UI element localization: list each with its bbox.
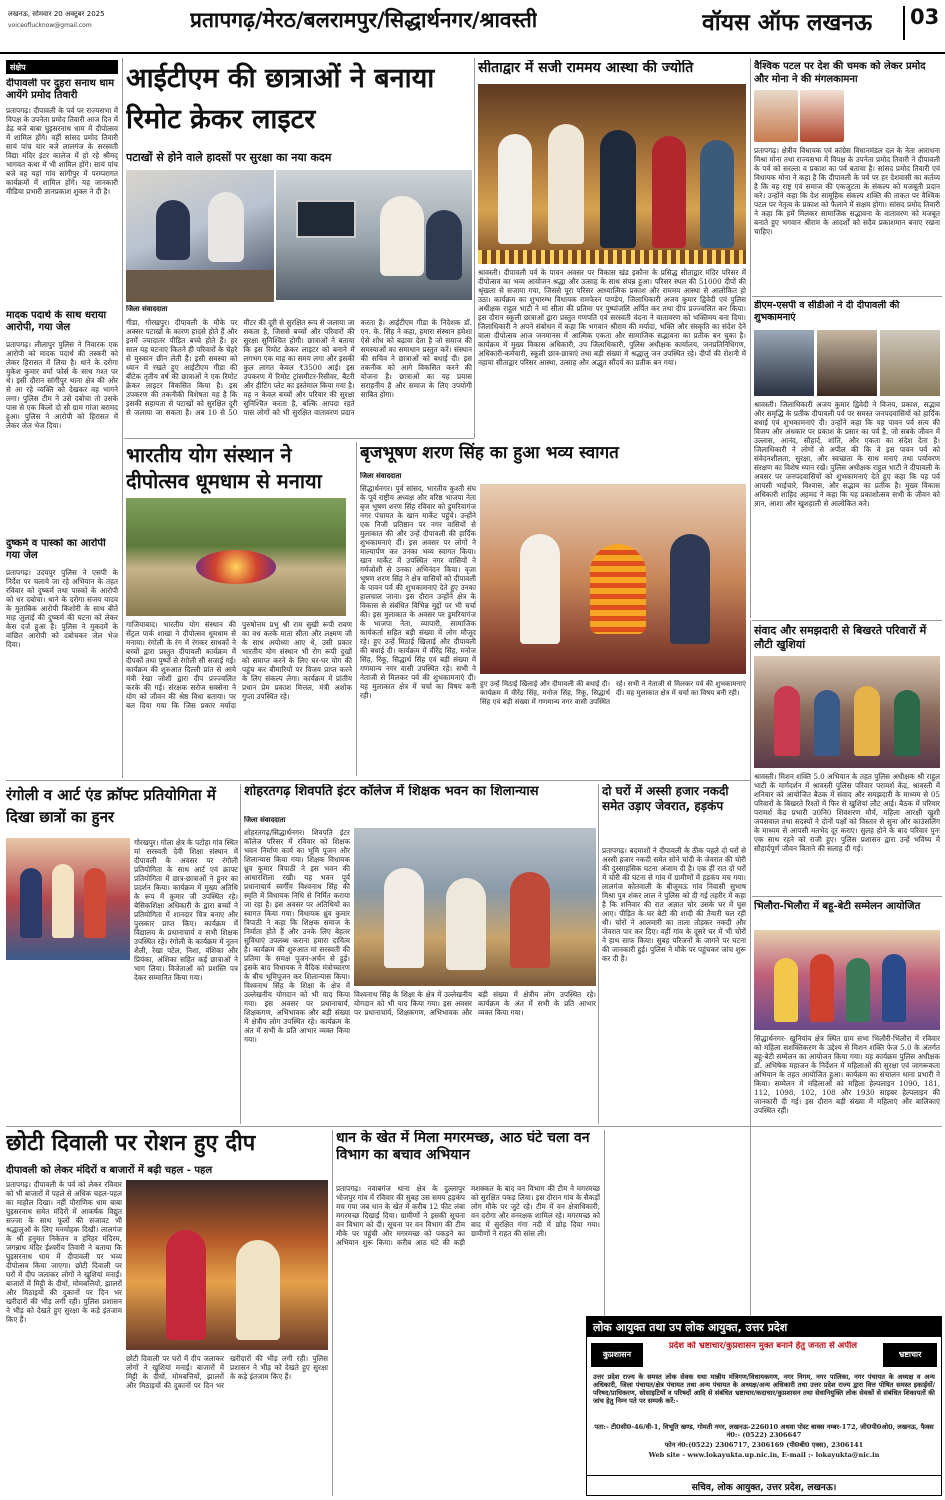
yoga-body: गाजियाबाद। भारतीय योग संस्थान की सेंट्रल पार्क शाखा ने दीपोत्सव धूमधाम से मनाया। रंगोली के रंग में रंगकर साधकों ने बच्चों द्वारा प्रस्तुत दीपावली कार्यक्रम में दीपकों तथा पुष्पों से रंगोली सी सजाई गई। कार्यक्रम की शुरुआत दिल्ली प्रांत से आये मंत्री रेखा जोशी द्वारा दीप प्रज्ज्वलित करके की गई। संरक्षक सरोज सक्सेना ने योग को जीवन की श्रेष्ठ विधा बताया। पर बल दिया गया कि जिस प्रकार मर्यादा पुरुषोत्तम प्रभु श्री राम सुखी रूपी रावण का वध करके माता सीता और लक्ष्मण जी के साथ अयोध्या आए थे, उसी प्रकार भारतीय योग संस्थान भी रोग रूपी दुखों को समाप्त करने के लिए घर-घर योग की पहुंच कर बीमारियों पर विजय प्राप्त करने के लिए संकल्प लेगा। कार्यक्रम में प्रांतीय प्रधान प्रेम प्रकाश मित्तल, मंत्री अशोक गुप्ता उपस्थित रहे।	[126, 620, 352, 710]
row-rule	[752, 620, 942, 621]
row-rule	[6, 1126, 942, 1127]
lokayukta-address: पता:- टी0सी0-46/वी-1, विभूति खण्ड, गोमती नगर, लखनऊ-226010 अथवा पोस्ट बाक्स नम्बर-172, जी0पी0ओ0, लखनऊ, फैक्स नं0:- (0522) 2306647	[594, 1423, 934, 1439]
theft-body: प्रतापगढ़। बदमाशों ने दीपावली के ठीक पहले दो घरों से अस्सी हजार नकदी समेत सोने चांदी के जेवरात की चोरी की दुस्साहसिक घटना अंजाम दी है। एक ही रात दो घरों में चोरी की घटना से गांव में ग्रामीणों में हड़कंप मच गया। लालगंज कोतवाली के बीजूमऊ गांव निवासी सुभाष मिश्रा पुत्र शंकर लाल ने पुलिस को दी गई तहरीर में कहा है कि शनिवार की रात अज्ञात चोर उसके घर में घुस आए। पीड़ित के घर बेटी की शादी की तैयारी चल रही थी। चोरों ने आलमारी का ताला तोड़कर नकदी और जेवरात पार कर दिए। वहीं गांव के दूसरे घर में भी चोरों ने हाथ साफ किया। सुबह परिजनों के जागने पर घटना की जानकारी हुई। पुलिस ने मौके पर पहुंचकर जांच शुरू कर दी है।	[602, 846, 746, 963]
croc-body: प्रतापगढ़। नवाबगंज थाना क्षेत्र के दुल्लापुर भोजपुर गांव में रविवार की सुबह उस समय हड़कंप मच गया जब धान के खेत में करीब 12 फीट लंबा मगरमच्छ दिखाई दिया। ग्रामीणों ने इसकी सूचना वन विभाग को दी। सूचना पर वन विभाग की टीम मौके पर पहुंची और मगरमच्छ को पकड़ने का अभियान शुरू किया। करीब आठ घंटे की कड़ी मशक्कत के बाद वन विभाग की टीम ने मगरमच्छ को सुरक्षित पकड़ लिया। इस दौरान गांव के सैकड़ों लोग मौके पर जुटे रहे। टीम में वन क्षेत्राधिकारी, वन दरोगा और वनरक्षक शामिल रहे। मगरमच्छ को बाद में सुरक्षित गंगा नदी में छोड़ दिया गया। ग्रामीणों ने राहत की सांस ली।	[336, 1184, 600, 1247]
rangoli-body: गोरखपुर। गोला क्षेत्र के पटोहा गांव स्थित मां सरस्वती देवी शिक्षा संस्थान में दीपावली के अवसर पर रंगोली प्रतियोगिता के साथ आर्ट एवं क्राफ्ट प्रतियोगिता में छात्र-छात्राओं ने हुनर का प्रदर्शन किया। कार्यक्रम में मुख्य अतिथि के रूप में कुमार जी उपस्थित रहे। बेसिकशिक्षा अधिकारी के द्वारा बच्चों ने प्रतियोगिता में शानदार चित्र बनाए और पुरस्कार प्राप्त किए। कार्यक्रम में विद्यालय के प्रधानाचार्य व सभी शिक्षक उपस्थित रहे। रंगोली के कार्यक्रम में नूतन शैली, रेखा पटेल, निशा, वंशिका और प्रियंका, अंशिका सहित कई छात्राओं ने भाग लिया। विजेताओं को प्रशस्ति पत्र देकर सम्मानित किया गया।	[134, 838, 238, 982]
dm-headline: डीएम-एसपी व सीडीओ ने दी दीपावली की शुभकामनाएं	[754, 300, 900, 323]
photo-figure	[700, 140, 734, 248]
photo-figure	[446, 878, 486, 970]
dm-photo-3	[880, 330, 940, 396]
photo-figure	[774, 686, 800, 756]
email: voiceoflucknow@gmail.com	[8, 22, 92, 29]
bhilora-headline: भिलौरा-भिलौरा में बहू-बेटी सम्मेलन आयोजित	[754, 901, 921, 912]
lokayukta-body: उत्तर प्रदेश राज्य के समस्त लोक सेवक यथा मान्नीय मंत्रिगण/विधायकगण, नगर निगम, नगर पालिका, नगर पंचायत के अध्यक्ष व अन्य अधिकारी, जिला पंचायत/क्षेत्र पंचायत तथा अन्य पंचायत के अध्यक्ष/अन्य अधिकारी तथा उत्तर प्रदेश राज्य द्वारा वित्त पोषित समस्त इकाईयों/परिषद/प्राधिकरण, सोसाइटियों व परिषदों आदि से संबंधित भ्रष्टाचार/कदाचार/कुप्रशासन तथा सेवानियुक्ति लोक सेवकों से संबंधित शिकायतों की जांच हेतु निम्न पते पर सम्पर्क करें:-	[593, 1373, 935, 1405]
photo-rangoli	[196, 550, 276, 584]
photo-figure	[426, 210, 462, 280]
photo-figure	[380, 196, 424, 276]
shohrat-body: शोहरतगढ़/सिद्धार्थनगर। शिवपति इंटर कॉलेज परिसर में रविवार को शिक्षक भवन निर्माण कार्य का भूमि पूजन और शिलान्यास किया गया। शिक्षक विधायक ध्रुव कुमार त्रिपाठी ने इस भवन की आधारशिला रखी। यह भवन पूर्व प्रधानाचार्य स्वर्गीय विश्वनाथ सिंह की स्मृति में विधायक निधि से निर्मित कराया जा रहा है। इस अवसर पर अतिथियों का स्वागत किया गया। विधायक ध्रुव कुमार त्रिपाठी ने कहा कि शिक्षक समाज के निर्माता होते हैं और उनके लिए बेहतर सुविधाएं उपलब्ध कराना हमारा दायित्व है। कार्यक्रम की शुरुआत मां सरस्वती की प्रतिमा के समक्ष पूजन-अर्चन से हुई। इसके बाद विधायक ने वैदिक मंत्रोच्चारण के बीच भूमिपूजन कर शिलान्यास किया। विश्वनाथ सिंह के शिक्षा के क्षेत्र में उल्लेखनीय योगदान को भी याद किया गया। इस अवसर पर प्रधानाचार्य, शिक्षकगण, अभिभावक और बड़ी संख्या में क्षेत्रीय लोग उपस्थित रहे। कार्यक्रम के अंत में सभी के प्रति आभार व्यक्त किया गया।	[244, 828, 350, 1044]
photo-figure	[600, 130, 636, 248]
col-rule	[240, 784, 241, 1124]
photo-figure	[520, 534, 560, 644]
brief-body-3: प्रतापगढ़। उदयपुर पुलिस ने एसपी के निर्देश पर चलाये जा रहे अभियान के तहत रविवार को दुष्कर्म तथा पास्को के आरोपी को धर दबोचा। थाने के दरोगा संजय यादव के मुताबिक आरोपी किशोरी के साथ बीते माह जुलाई की दुष्कर्म की घटना को लेकर केस दर्ज हुआ है। पुलिस ने मुकदमें के वांछित आरोपी को दबोचकर जेल भेज दिया।	[6, 568, 118, 649]
photo-figure	[670, 534, 710, 644]
croc-headline: धान के खेत में मिला मगरमच्छ, आठ घंटे चला वन विभाग का बचाव अभियान	[336, 1130, 590, 1163]
col-rule	[750, 58, 751, 618]
rangoli-headline: रंगोली व आर्ट एंड क्रॉफ्ट प्रतियोगिता में दिखा छात्रों का हुनर	[6, 786, 216, 826]
row-rule	[6, 780, 750, 781]
brij-headline: बृजभूषण शरण सिंह का हुआ भव्य स्वागत	[360, 443, 619, 463]
photo-figure	[652, 136, 686, 248]
brief-headline-1: दीपावली पर दुहरा सनाथ धाम आयेंगे प्रमोद तिवारी	[6, 78, 115, 101]
lead-subhead: पटाखों से होने वाले हादसों पर सुरक्षा का नया कदम	[126, 151, 332, 164]
lead-photo-2	[276, 170, 472, 300]
photo-figure	[548, 124, 584, 244]
diwali-body: प्रतापगढ़। दीपावली के पर्व को लेकर रविवार को भी बाजारों में पहले से अधिक चहल-पहल का माहौल दिखा। नहीं पौराणिक धाम बाबा घुइसरनाथ समेत मंदिरों में आकर्षक विद्युत सज्जा के साथ फूलों की सजावट भी श्रद्धालुओं के लिए मनमोहक दिखी। लालगंज के श्री हनुमत निकेतन व हरिहर मंदिरम, जगन्नाथ मंदिर ईश्वरीय तिवारी ने बताया कि घुइसरनाथ धाम में दीपावली पर भव्य दीपोत्सव किया जाएगा। छोटी दिवाली पर घरों में दीप जलाकर लोगों ने खुशियां मनाईं। बाजारों में मिट्टी के दीयों, मोमबत्तियों, झालरों और मिठाइयों की दुकानों पर दिन भर खरीदारों की भीड़ लगी रही। पुलिस प्रशासन ने भीड़ को देखते हुए सुरक्षा के कड़े इंतजाम किए हैं।	[6, 1180, 122, 1324]
lokayukta-ad	[586, 1316, 942, 1496]
photo-figure	[84, 868, 106, 938]
photo-monitor	[296, 200, 356, 238]
photo-figure	[882, 954, 906, 1022]
shohrat-headline: शोहरतगढ़ शिवपति इंटर कॉलेज में शिक्षक भवन का शिलान्यास	[244, 784, 539, 799]
shohrat-credit: जिला संवाददाता	[244, 816, 286, 824]
photo-figure	[208, 192, 244, 262]
rangoli-photo	[6, 838, 130, 960]
dm-body: श्रावस्ती। जिलाधिकारी अजय कुमार द्विवेदी ने विजय, प्रकाश, सद्भाव और समृद्धि के प्रतीक दीपावली पर्व पर समस्त जनपदवासियों को हार्दिक बधाई एवं शुभकामनाएं दी। उन्होंने कहा कि यह पावन पर्व सत्य की विजय और अंधकार पर प्रकाश के प्रसार का पर्व है, जो सबके जीवन में उल्लास, आनंद, सौहार्द, शांति, और एकता का संदेश देता है। जिलाधिकारी ने लोगों से अपील की कि वे इस पावन पर्व को संवेदनशीलता, सुरक्षा, और स्वच्छता के साथ मनाएं तथा पर्यावरण संरक्षण का विशेष ध्यान रखें। पुलिस अधीक्षक राहुल भाटी ने दीपावली के अवसर पर जनपदवासियों को शुभकामनाएं देते हुए कहा कि यह पर्व आपसी भाईचारे, विश्वास, और सद्भाव का प्रतीक है। मुख्य विकास अधिकारी शाहिद अहमद ने कहा कि यह प्रकाशोत्सव सभी के जीवन को ज्ञान, आशा और खुशहाली से आलोकित करे।	[754, 400, 940, 508]
masthead-divider	[903, 6, 905, 40]
photo-figure	[510, 872, 550, 968]
photo-garland	[590, 544, 646, 634]
lokayukta-web[interactable]: Web site - www.lokayukta.up.nic.in, E-mail :- lokayukta@nic.in	[648, 1451, 880, 1459]
photo-figure	[20, 868, 42, 938]
col-rule	[122, 58, 123, 778]
row-rule	[124, 438, 474, 439]
photo-desk	[126, 270, 274, 302]
brief-body-2: प्रतापगढ़। लीलापुर पुलिस ने निवारक एक आरोपी को मादक पदार्थ की तस्करी को लेकर हिरासत में लिया है। थाने के दरोगा मुकेश कुमार वर्मा फोर्स के साथ गश्त पर थे। इसी दौरान सांगीपुर थाना क्षेत्र की ओर से आ रहे व्यक्ति को देखकर वह भागने लगा। पुलिस टीम ने उसे दबोचा तो उसके पास से एक किलो दो सौ ग्राम गांजा बरामद हुआ। पुलिस ने आरोपी को हिरासत में लेकर जेल भेज दिया।	[6, 340, 118, 430]
col-rule	[750, 620, 751, 1320]
lead-photo-1	[126, 170, 274, 302]
global-body: प्रतापगढ़। क्षेत्रीय विधायक एवं कांग्रेस विधानमंडल दल के नेता आराधना मिश्रा मोना तथा राज्यसभा में विपक्ष के उपनेता प्रमोद तिवारी ने दीपावली के पर्व को सरल्ता व प्रकाश का पर्व बताया है। सांसद प्रमोद तिवारी एवं विधायक मोना ने कहा है कि दीपावली के पर्व पर हर देशवासी का कर्तव्य है कि वह राष्ट्र एवं समाज की एकजुटता के संकल्प को मजबूती प्रदान करे। उन्होंने कहा कि देश सामूहिक संकल्प शक्ति की ताकत पर वैश्विक पटल पर नेतृत्व के प्रकाश को फैलाने में सक्षम होगा। सांसद प्रमोद तिवारी ने कहा कि हमें मिलकर सामाजिक सद्भावना के वातावरण को मजबूत बनाते हुए भगवान श्रीराम के आदर्शों को सदैव प्रकाशमान बनाए रखना चाहिए।	[754, 146, 940, 236]
shohrat-photo	[354, 828, 596, 986]
dm-photo-1	[754, 330, 814, 396]
sitadwar-photo	[478, 84, 746, 264]
paper-name: वॉयस ऑफ लखनऊ	[702, 10, 873, 36]
row-rule	[752, 296, 942, 297]
photo-figure	[814, 690, 840, 756]
brij-credit: जिला संवाददाता	[360, 472, 402, 480]
photo-figure	[236, 1240, 280, 1340]
brief-headline-3: दुष्कर्म व पास्को का आरोपी गया जेल	[6, 538, 106, 561]
brij-body-2	[480, 680, 746, 776]
diwali-photo	[126, 1180, 328, 1350]
diwali-body-2	[126, 1354, 328, 1496]
photo-figure	[810, 954, 834, 1022]
bhilora-photo	[754, 930, 940, 1030]
col-rule	[332, 1130, 333, 1496]
lokayukta-title: लोक आयुक्त तथा उप लोक आयुक्त, उत्तर प्रदेश	[587, 1317, 941, 1337]
brief-body-1: प्रतापगढ़। दीपावली के पर्व पर राज्यसभा में विपक्ष के उपनेता प्रमोद तिवारी आज दिन में डेढ़ बजे बाबा घुइसरनाथ धाम में दीपोत्सव में शामिल होंगे। वहीं सांसद प्रमोद तिवारी सायं पांच चार बजे लालगंज के सरस्वती विद्या मंदिर इंटर कालेज में हो रहे श्रीमद् भागवत कथा में भी शामिल होंगे। सायं पांच बजे वह यहां गांव सांगीपुर में परम्परागत कार्यक्रमों में शामिल होंगे। यह जानकारी मीडिया प्रभारी ज्ञानप्रकाश शुक्ल ने दी है।	[6, 106, 118, 196]
photo-figure	[498, 134, 532, 244]
brij-photo	[480, 484, 746, 674]
global-photo-1	[754, 90, 798, 142]
photo-figure	[854, 686, 880, 756]
photo-lamps	[478, 250, 746, 264]
masthead	[0, 0, 945, 54]
theft-headline: दो घरों में अस्सी हजार नकदी समेत उड़ाए जेवरात, हड़कंप	[602, 784, 729, 813]
lead-headline: आईटीएम की छात्राओं ने बनाया रिमोट क्रेकर लाइटर	[126, 63, 435, 135]
global-photo-2	[800, 90, 844, 142]
diwali-headline: छोटी दिवाली पर रोशन हुए दीप	[6, 1131, 256, 1156]
photo-figure	[384, 868, 424, 968]
sitadwar-body: श्रावस्ती। दीपावली पर्व के पावन अवसर पर विकास खंड इकौना के प्रसिद्ध सीताद्वार मंदिर परिसर में दीपोत्सव का भव्य आयोजन श्रद्धा और उत्साह के साथ संपन्न हुआ। परिसर स्थल की 51000 दीपों की श्रृंखला से सजाया गया, जिससे पूरा परिसर आध्यात्मिक प्रकाश और राममय आस्था से आलोकित हो उठा। कार्यक्रम का शुभारम्भ विधायक रामफेरन पाण्डेय, जिलाधिकारी अजय कुमार द्विवेदी एवं पुलिस अधीक्षक राहुल भाटी ने मां सीता की प्रतिमा पर पुष्पांजलि अर्पित कर तथा दीप प्रज्ज्वलित कर किया। इस दौरान स्कूली छात्राओं द्वारा प्रस्तुत गणपति एवं सरस्वती वंदना ने वातावरण को भक्तिमय बना दिया। जिलाधिकारी ने अपने संबोधन में कहा कि भगवान श्रीराम की मर्यादा, भक्ति और संस्कृति का संदेश देने वाला दीपोत्सव आज जनमानस में आत्मिक एकता और सामाजिक सद्भावना का प्रतीक बन चुका है। कार्यक्रम में मुख्य विकास अधिकारी, उप जिलाधिकारी, पुलिस अधीक्षक कार्यालय, जनप्रतिनिधिगण, अधिकारी-कर्मचारी, स्कूली छात्र-छात्राएं तथा बड़ी संख्या में श्रद्धालु जन उपस्थित रहे। दीपों की रोशनी में नहाया सीताद्वार परिसर आस्था, उत्साह और अद्भुत सौंदर्य का प्रतीक बन गया।	[478, 268, 746, 367]
diwali-subhead: दीपावली को लेकर मंदिरों व बाजारों में बढ़ी चहल - पहल	[6, 1165, 213, 1176]
col-rule	[598, 784, 599, 1124]
shohrat-body-2	[354, 990, 596, 1122]
photo-figure	[52, 864, 74, 938]
family-body: श्रावस्ती। मिशन शक्ति 5.0 अभियान के तहत पुलिस अधीक्षक श्री राहुल भाटी के मार्गदर्शन में श्रावस्ती पुलिस परिवार परामर्श केंद्र, श्रावस्ती में शनिवार को आयोजित बैठक में संवाद और समझदारी के माध्यम से 05 परिवारों के बिखरते रिश्तों में फिर से खुशियां लौट आई। बैठक में परिवार परामर्श केंद्र प्रभारी उ0नि0 शिवशरण मौर्य, महिला आरक्षी खुशी जयसवाल तथा सदस्यों ने दोनों पक्षों को विस्तार से सुना और काउंसलिंग के माध्यम से आपसी मतभेद दूर कराए। सुलह होने के बाद परिवार पुनः एक साथ रहने को राजी हुए। पुलिस प्रशासन द्वारा उन्हें भविष्य में सौहार्दपूर्ण जीवन बिताने की सलाह दी गई।	[754, 772, 940, 853]
yoga-photo	[126, 498, 346, 616]
dateline: लखनऊ, सोमवार 20 अक्टूबर 2025	[8, 10, 105, 18]
global-headline: वैश्विक पटल पर देश की चमक को लेकर प्रमोद और मोना ने की मंगलकामना	[754, 61, 926, 85]
photo-figure	[774, 958, 798, 1022]
brief-headline-2: मादक पदार्थ के साथ धराया आरोपी, गया जेल	[6, 310, 107, 333]
photo-figure	[156, 200, 190, 260]
lead-body: गीडा, गोरखपुर। दीपावली के मौके पर अक्सर पटाखों के कारण हादसे होते हैं और इनमें ज्यादातर पीड़ित बच्चे होते हैं। हर साल यह घटनाएं कितने ही परिवारों के चेहरे से मुस्कान छीन लेती हैं। इसी समस्या को ध्यान में रखते हुए आईटीएम गीडा की बीटेक तृतीय वर्ष की छात्राओं ने एक रिमोट क्रेकर लाइटर विकसित किया है। इस उपकरण की तकनीकी विशेषता यह है कि इसकी सहायता से पटाखों को सुरक्षित दूरी से जलाया जा सकता है। अब 10 से 50 मीटर की दूरी से सुरक्षित रूप से जलाया जा सकता है, जिससे बच्चों और परिवारों की सुरक्षा सुनिश्चित होगी। छात्राओं ने बताया कि इस रिमोट क्रेकर लाइटर को बनाने में लगभग एक माह का समय लगा और इसकी कुल लागत केवल ₹3500 आई। इस उपकरण में रिमोट ट्रांसमीटर-रिसीवर, बैटरी और हीटिंग प्लेट का इस्तेमाल किया गया है। यह न केवल बच्चों और परिवार की सुरक्षा सुनिश्चित करता है, बल्कि आपदा रहते पास लोगों को भी सुरक्षित वातावरण प्रदान करता है। आईटीएम गीडा के निदेशक डॉ. एन. के. सिंह ने कहा, हमारा संस्थान हमेशा ऐसे शोध को बढ़ावा देता है जो समाज की समस्याओं का समाधान प्रस्तुत करें। संस्थान की सचिव ने छात्राओं को बधाई दी। इस तकनीक को आगे विकसित करने की योजना है। छात्राओं का यह प्रयास सराहनीय है और समाज के लिए उपयोगी साबित होगा।	[126, 318, 472, 417]
yoga-headline: भारतीय योग संस्थान ने दीपोत्सव धूमधाम से मनाया	[126, 443, 322, 493]
col-rule	[474, 58, 475, 438]
shohrat-body-continuation: विश्वनाथ सिंह के शिक्षा के क्षेत्र में उल्लेखनीय योगदान को भी याद किया गया। इस अवसर पर प्रधानाचार्य, शिक्षकगण, अभिभावक और बड़ी संख्या में क्षेत्रीय लोग उपस्थित रहे। कार्यक्रम के अंत में सभी के प्रति आभार व्यक्त किया गया।	[354, 990, 596, 1017]
lead-credit: जिला संवाददाता	[126, 305, 168, 313]
photo-figure	[846, 958, 870, 1022]
row-rule	[752, 896, 942, 897]
cities-banner: प्रतापगढ़/मेरठ/बलरामपुर/सिद्धार्थनगर/श्रावस्ती	[190, 8, 538, 32]
photo-figure	[166, 1230, 206, 1340]
col-rule	[356, 442, 357, 776]
family-headline: संवाद और समझदारी से बिखरते परिवारों में लौटी खुशियां	[754, 624, 927, 651]
lokayukta-banner-left: कुप्रशासन	[591, 1343, 643, 1367]
lokayukta-phone: फोन नं0:(0522) 2306717, 2306169 (पी0बी0 एक्स), 2306141	[664, 1441, 864, 1449]
diwali-body-continuation: छोटी दिवाली पर घरों में दीप जलाकर लोगों ने खुशियां मनाईं। बाजारों में मिट्टी के दीयों, मोमबत्तियों, झालरों और मिठाइयों की दुकानों पर दिन भर खरीदारों की भीड़ लगी रही। पुलिस प्रशासन ने भीड़ को देखते हुए सुरक्षा के कड़े इंतजाम किए हैं।	[126, 1354, 328, 1390]
bhilora-body: सिद्धार्थनगर- खुनियांव क्षेत्र स्थित ग्राम सभा भिलौरी-भिलौरा में रविवार को महिला सशक्तिकरण के उद्देश्य से मिशन शक्ति फेज 5.0 के अंतर्गत बहू-बेटी सम्मेलन का आयोजन किया गया। यह कार्यक्रम पुलिस अधीक्षक डॉ. अभिषेक महाजन के निर्देशन में महिलाओं की सुरक्षा एवं जागरूकता अभियान के तहत आयोजित हुआ। कार्यक्रम का संचालन थाना प्रभारी ने किया। सम्मेलन में महिलाओं को महिला हेल्पलाइन 1090, 181, 112, 1098, 102, 108 और 1930 साइबर हेल्पलाइन की जानकारी दी गई। इस दौरान बड़ी संख्या में महिलाएं और बालिकाएं उपस्थित रहीं।	[754, 1034, 940, 1115]
page-number: 03	[910, 5, 940, 29]
family-photo	[754, 656, 940, 768]
lokayukta-banner-mid: प्रदेश को भ्रष्टाचार/कुप्रशासन मुक्त बनाने हेतु जनता से अपील	[668, 1341, 858, 1351]
brij-body-continuation: हुए उन्हें मिठाई खिलाई और दीपावली की बधाई दी। कार्यक्रम में वीरेंद्र सिंह, मनोज सिंह, रिंकू, सिद्धार्थ सिंह एवं बड़ी संख्या में गणमान्य नगर वासी उपस्थित रहे। सभी ने नेताजी से मिलकर पर्व की शुभकामनाएं दीं। यह मुलाकात क्षेत्र में चर्चा का विषय बनी रही।	[480, 680, 746, 706]
sitadwar-headline: सीताद्वार में सजी राममय आस्था की ज्योति	[478, 60, 694, 76]
lokayukta-banner-right: भ्रष्टाचार	[883, 1343, 937, 1367]
dm-photo-2	[817, 330, 877, 396]
photo-figure	[894, 690, 920, 756]
brij-body: सिद्धार्थनगर। पूर्व सांसद, भारतीय कुश्ती संघ के पूर्व राष्ट्रीय अध्यक्ष और वरिष्ठ भाजपा नेता बृज भूषण शरण सिंह रविवार को डुमरियागंज नगर पंचायत के खान मार्केट पहुंचे। उन्होंने एक निजी प्रतिष्ठान पर नगर वासियों से मुलाकात की और उन्हें दीपावली की हार्दिक शुभकामनाएं दीं। इस अवसर पर लोगों ने माल्यार्पण कर उनका भव्य स्वागत किया। खान मार्केट में उपस्थित नगर वासियों ने गर्मजोशी से उनका अभिनंदन किया। वृजा भूषण शरण सिंह ने क्षेत्र वासियों को दीपावली के पावन पर्व की शुभकामनाएं देते हुए उनका हालचाल जाना। इस दौरान उन्होंने क्षेत्र के विकास से संबंधित विभिन्न मुद्दों पर भी चर्चा की। इस मुलाकात के अवसर पर डुमरियागंज के भाजपा नेता, व्यापारी, सामाजिक कार्यकर्ता सहित बड़ी संख्या में लोग मौजूद रहे। हुए उन्हें मिठाई खिलाई और दीपावली की बधाई दी। कार्यक्रम में वीरेंद्र सिंह, मनोज सिंह, रिंकू, सिद्धार्थ सिंह एवं बड़ी संख्या में गणमान्य नगर वासी उपस्थित रहे। सभी ने नेताजी से मिलकर पर्व की शुभकामनाएं दीं। यह मुलाकात क्षेत्र में चर्चा का विषय बनी रही।	[360, 484, 476, 700]
brief-label: संक्षेप	[6, 60, 118, 74]
lokayukta-footer: सचिव, लोक आयुक्त, उत्तर प्रदेश, लखनऊ।	[587, 1475, 941, 1495]
